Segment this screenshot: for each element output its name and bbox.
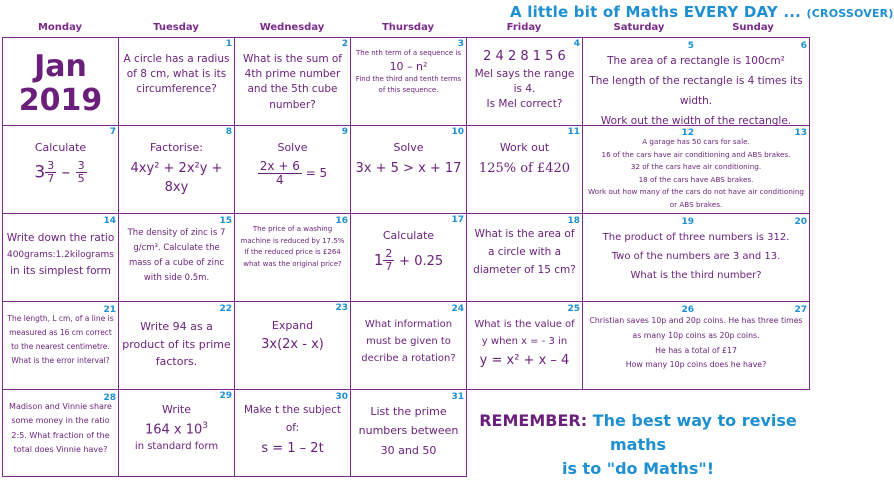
- day-cell-5-6: [582, 37, 810, 126]
- question-line-3: What is the third number?: [630, 270, 762, 281]
- page-title: A little bit of Maths EVERY DAY ... (CROSSOVER): [510, 3, 894, 21]
- question-text: The price of a washing machine is reduced by 17.5% If the reduced price is £264 what was the original price?: [240, 225, 345, 268]
- question-text: What is the area of a circle with a diameter of 15 cm?: [473, 228, 576, 276]
- day-cell-1: [118, 37, 235, 126]
- question-expression: 3x(2x - x): [261, 336, 324, 352]
- question-text: A circle has a radius of 8 cm, what is its circumference?: [123, 53, 230, 96]
- day-number-6: 6: [800, 41, 807, 51]
- day-number: 15: [219, 216, 232, 226]
- day-cell-14: [2, 213, 119, 302]
- day-number: 31: [451, 392, 464, 402]
- day-cell-22: [118, 301, 235, 390]
- question-label: Calculate: [34, 141, 87, 154]
- question-line-3: 32 of the cars have air conditioning.: [630, 162, 762, 172]
- day-saturday: Saturday: [613, 22, 665, 33]
- day-cell-18: [466, 213, 583, 302]
- question-label: Write: [161, 403, 192, 416]
- question-text: Write 94 as a product of its prime factors.: [122, 320, 231, 369]
- day-friday: Friday: [506, 22, 542, 33]
- question-formula: 10 – n²: [389, 59, 428, 73]
- day-cell-8: [118, 125, 235, 214]
- day-cell-26-27: [582, 301, 810, 390]
- day-number-19: 19: [681, 217, 694, 227]
- day-cell-10: [350, 125, 467, 214]
- question-text: The length, L cm, of a line is measured as 16 cm correct to the nearest centimetre. What is the error interval?: [7, 314, 114, 365]
- day-cell-7: [2, 125, 119, 214]
- day-cell-12-13: [582, 125, 810, 214]
- day-cell-23: [234, 301, 351, 390]
- day-sunday: Sunday: [732, 22, 774, 33]
- day-cell-29: [118, 389, 235, 477]
- month-year: 2019: [18, 83, 103, 118]
- question-text: The density of zinc is 7 g/cm³. Calculate the mass of a cube of zinc with side 0.5m.: [127, 228, 226, 283]
- question-line-1: A garage has 50 cars for sale.: [642, 137, 750, 146]
- question-text: What information must be given to decribe a rotation?: [361, 319, 456, 364]
- question-label: Factorise:: [150, 141, 203, 154]
- question-line-2: 400grams:1.2kilograms: [6, 249, 114, 260]
- day-cell-16: [234, 213, 351, 302]
- question-line-5: Work out how many of the cars do not have air conditioning or ABS brakes.: [588, 187, 804, 209]
- question-text: Madison and Vinnie share some money in the ratio 2:5. What fraction of the total does Vinnie have?: [9, 402, 112, 455]
- question-line-4: 18 of the cars have ABS brakes.: [638, 174, 754, 184]
- day-cell-4: [466, 37, 583, 126]
- question-label: Solve: [277, 141, 308, 154]
- day-number: 11: [567, 127, 580, 137]
- remember-line-2: is to "do Maths"!: [561, 459, 715, 478]
- day-number-5: 5: [687, 41, 694, 51]
- question-label: Work out: [499, 141, 550, 154]
- question-line-2: Two of the numbers are 3 and 13.: [611, 251, 781, 262]
- question-line-2: He has a total of £17: [655, 345, 737, 355]
- day-cell-21: [2, 301, 119, 390]
- question-text: Mel says the range is 4.: [474, 67, 575, 96]
- day-number: 1: [225, 39, 232, 49]
- day-number: 16: [335, 216, 348, 226]
- day-number: 23: [335, 303, 348, 313]
- day-number: 10: [451, 127, 464, 137]
- month-cell: [2, 37, 119, 126]
- question-line-1: Write down the ratio: [6, 232, 115, 244]
- remember-line-1: REMEMBER: The best way to revise maths: [479, 411, 797, 454]
- day-cell-19-20: [582, 213, 810, 302]
- equation: $\frac{2x + 6}{4}$ = 5: [259, 158, 328, 188]
- question-tail: in standard form: [134, 441, 219, 453]
- day-cell-31: [350, 389, 467, 477]
- day-cell-28: [2, 389, 119, 477]
- question-expression: 4xy² + 2x²y + 8xy: [130, 160, 223, 195]
- question-text: The nth term of a sequence is: [356, 49, 461, 57]
- day-number: 30: [335, 392, 348, 402]
- day-number: 17: [451, 215, 464, 225]
- day-cell-11: [466, 125, 583, 214]
- calendar-grid: [2, 37, 810, 477]
- day-number: 21: [103, 305, 116, 315]
- question-line-3: in its simplest form: [10, 265, 111, 278]
- day-number: 24: [451, 304, 464, 314]
- day-number: 3: [457, 39, 464, 49]
- day-number-20: 20: [794, 217, 807, 227]
- question-text: List the prime numbers between 30 and 50: [358, 405, 459, 457]
- question-line-2: 16 of the cars have air conditioning and ABS brakes.: [601, 149, 791, 159]
- day-number-13: 13: [794, 128, 807, 138]
- day-cell-9: [234, 125, 351, 214]
- mixed-fraction-expression: 1 $\frac{2}{7}$ + 0.25: [373, 246, 444, 274]
- month-name: Jan: [34, 49, 87, 84]
- question-text: The area of a rectangle is 100cm²: [607, 55, 785, 67]
- day-number: 29: [219, 391, 232, 401]
- day-number-12: 12: [681, 128, 694, 138]
- day-number: 22: [219, 304, 232, 314]
- remember-note: [466, 389, 810, 477]
- day-wednesday: Wednesday: [259, 22, 325, 33]
- question-expression: s = 1 – 2t: [261, 440, 324, 456]
- question-text-2: The length of the rectangle is 4 times its width.: [589, 74, 803, 107]
- question-text: What is the sum of 4th prime number and the 5th cube number?: [242, 53, 343, 111]
- question-label: Calculate: [382, 229, 435, 242]
- day-tuesday: Tuesday: [153, 22, 199, 33]
- question-text-2: Find the third and tenth terms of this sequence.: [355, 75, 462, 94]
- day-number: 4: [573, 39, 580, 49]
- weekday-header-row: [2, 22, 810, 38]
- day-number: 25: [567, 304, 580, 314]
- question-line-1: Christian saves 10p and 20p coins. He has three times as many 10p coins as 20p coins.: [589, 316, 803, 340]
- question-text-2: Is Mel correct?: [486, 98, 563, 111]
- question-expression: 3x + 5 > x + 17: [355, 160, 462, 176]
- day-thursday: Thursday: [381, 22, 435, 33]
- question-text: What is the value of y when x = - 3 in: [474, 319, 575, 347]
- day-cell-25: [466, 301, 583, 390]
- question-text-3: Work out the width of the rectangle.: [600, 114, 792, 127]
- day-number: 18: [567, 216, 580, 226]
- day-cell-3: [350, 37, 467, 126]
- question-line-3: How many 10p coins does he have?: [625, 360, 767, 370]
- day-cell-30: [234, 389, 351, 477]
- day-number: 14: [103, 216, 116, 226]
- day-monday: Monday: [37, 22, 83, 33]
- day-number: 2: [341, 39, 348, 49]
- day-cell-17: [350, 213, 467, 302]
- day-number: 7: [109, 127, 116, 137]
- question-label: Solve: [393, 141, 424, 154]
- question-text: Make t the subject of:: [243, 404, 342, 434]
- question-expression: 164 x $10^3$: [144, 420, 209, 438]
- question-label: Expand: [271, 319, 314, 332]
- day-cell-2: [234, 37, 351, 126]
- day-number-26: 26: [681, 305, 694, 315]
- number-list: 2 4 2 8 1 5 6: [483, 49, 566, 64]
- day-number: 28: [103, 393, 116, 403]
- question-expression: 125% of £420: [478, 160, 571, 176]
- day-cell-24: [350, 301, 467, 390]
- day-cell-15: [118, 213, 235, 302]
- day-number: 9: [341, 127, 348, 137]
- mixed-fraction-expression: 3 $\frac{3}{7}$ – $\frac{3}{5}$: [34, 158, 85, 186]
- day-number-27: 27: [794, 305, 807, 315]
- question-expression: y = x² + x – 4: [479, 353, 570, 368]
- question-line-1: The product of three numbers is 312.: [602, 232, 790, 243]
- day-number: 8: [225, 127, 232, 137]
